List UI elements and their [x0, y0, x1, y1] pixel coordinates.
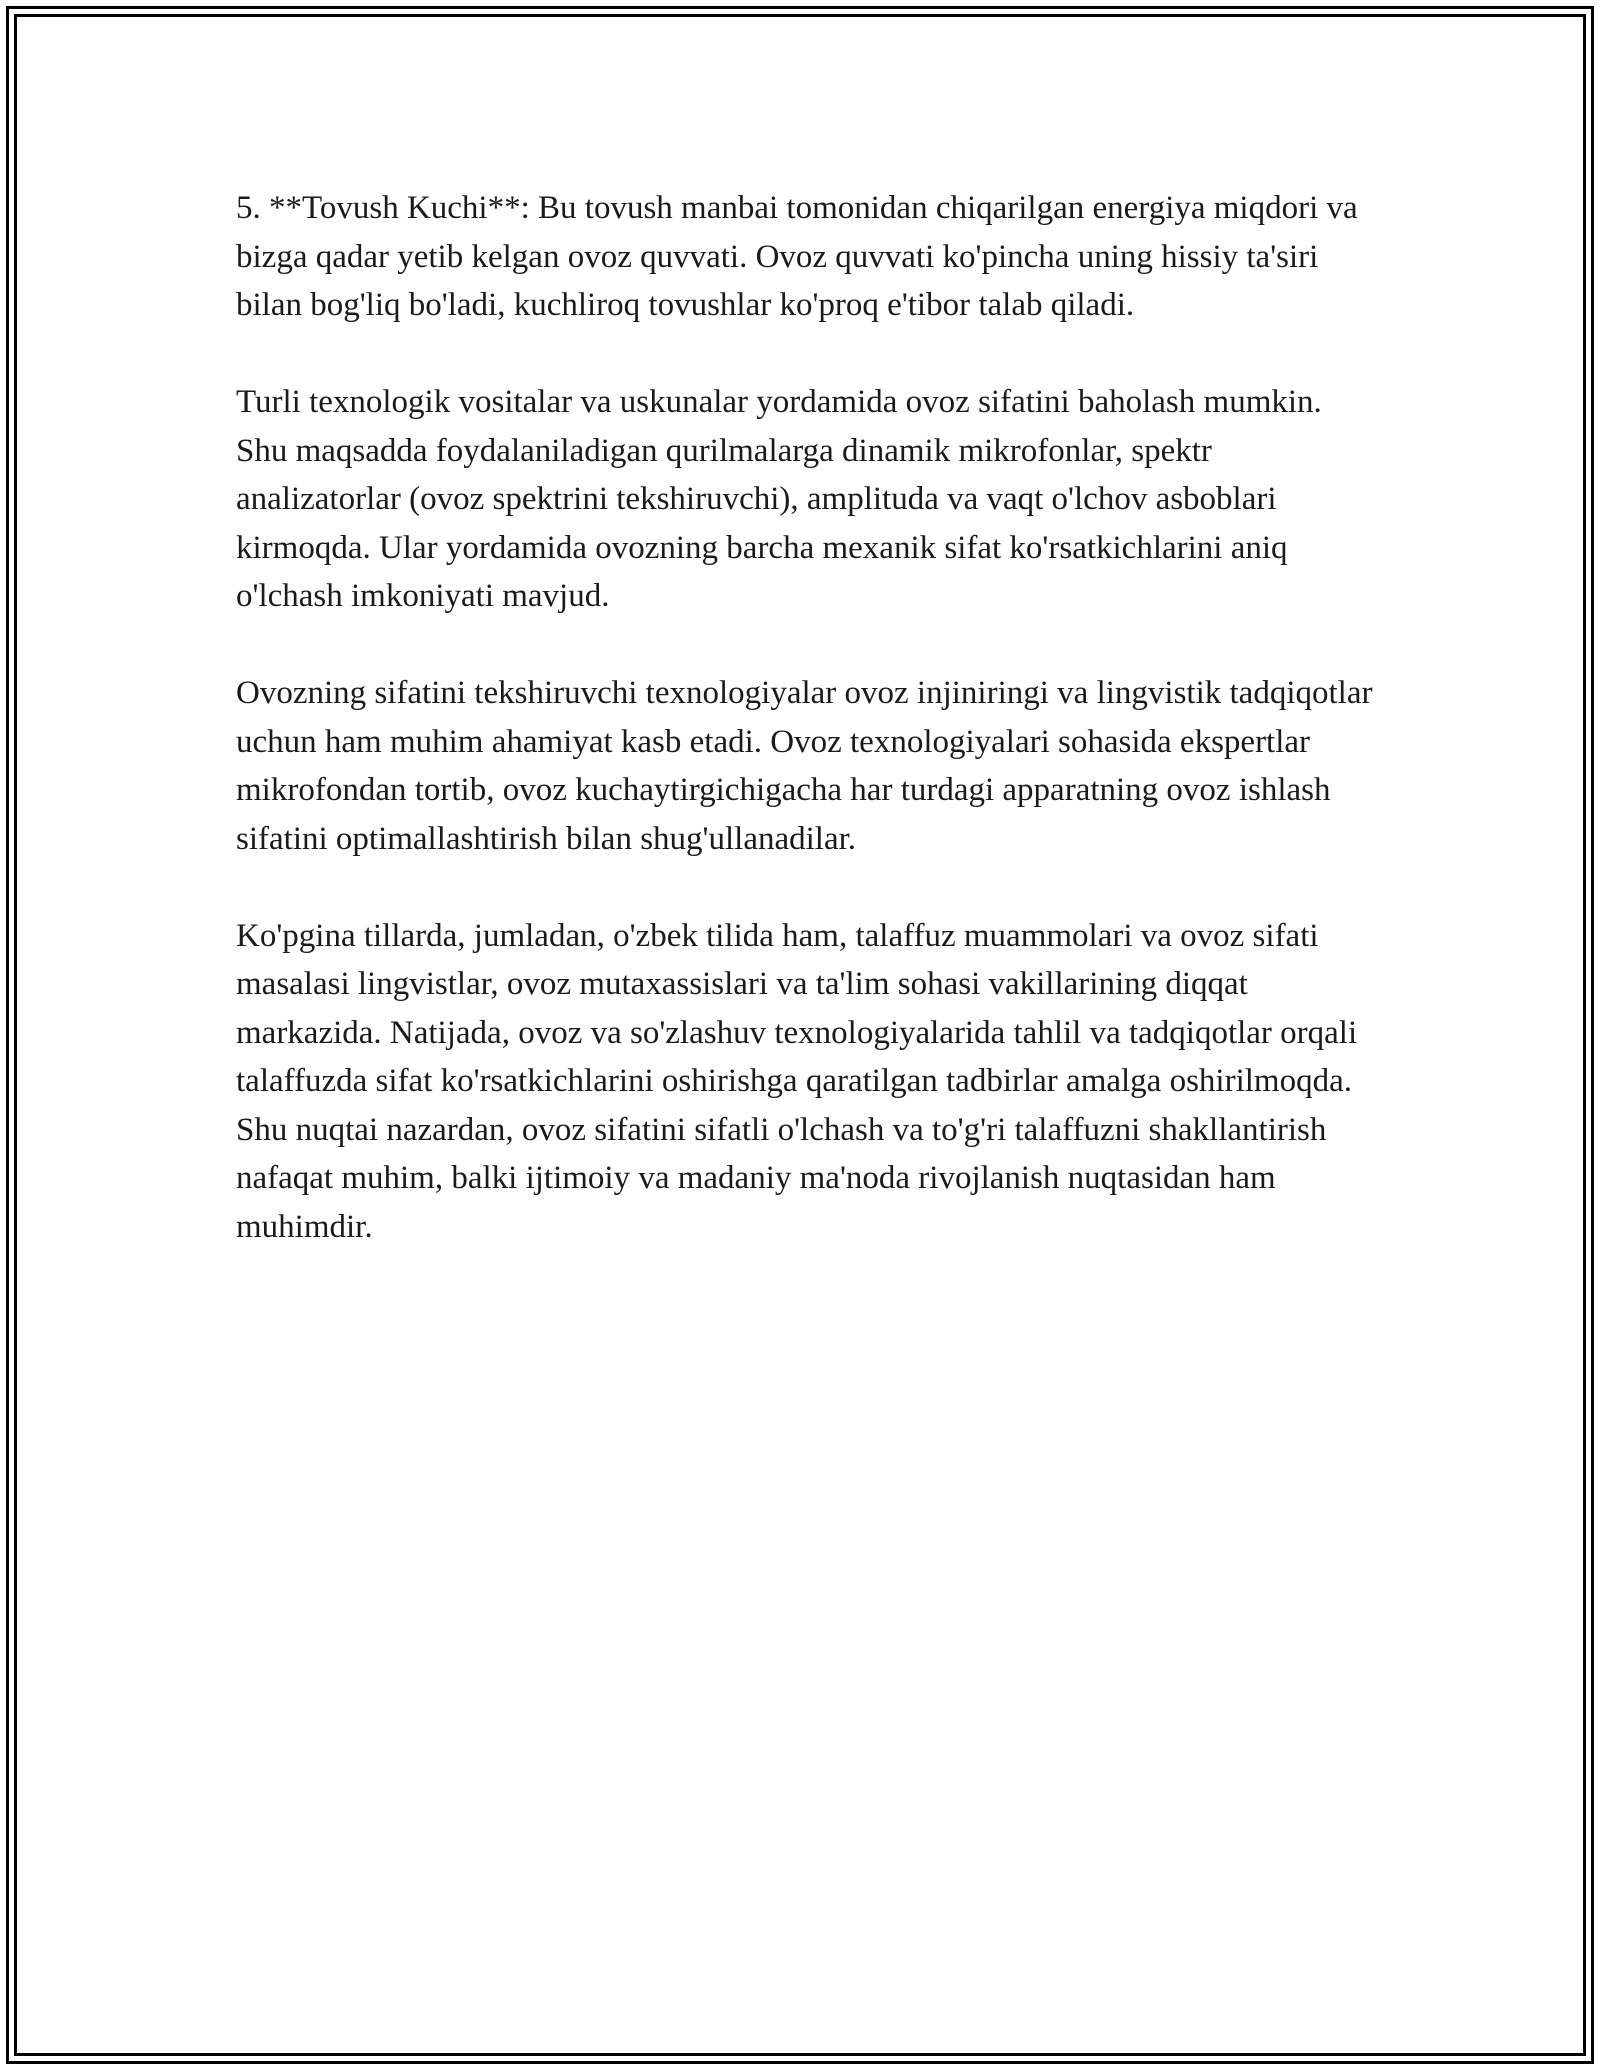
document-body	[236, 184, 1376, 1300]
paragraph-talaffuz-muammolari: Ko'pgina tillarda, jumladan, o'zbek tilida ham, talaffuz muammolari va ovoz sifati masalasi lingvistlar, ovoz mutaxassislari va ta'lim sohasi vakillarining diqqat markazida. Natijada, ovoz va so'zlashuv texnologiyalarida tahlil va tadqiqotlar orqali talaffuzda sifat ko'rsatkichlarini oshirishga qaratilgan tadbirlar amalga oshirilmoqda. Shu nuqtai nazardan, ovoz sifatini sifatli o'lchash va to'g'ri talaffuzni shakllantirish nafaqat muhim, balki ijtimoiy va madaniy ma'noda rivojlanish nuqtasidan ham muhimdir.	[236, 917, 1358, 1245]
paragraph-ovoz-texnologiyalari: Ovozning sifatini tekshiruvchi texnologiyalar ovoz injiniringi va lingvistik tadqiqotlar uchun ham muhim ahamiyat kasb etadi. Ovoz texnologiyalari sohasida ekspertlar mikrofondan tortib, ovoz kuchaytirgichigacha har turdagi apparatning ovoz ishlash sifatini optimallashtirish bilan shug'ullanadilar.	[236, 675, 1373, 857]
paragraph-texnologik-vositalar: Turli texnologik vositalar va uskunalar yordamida ovoz sifatini baholash mumkin. Shu maqsadda foydalaniladigan qurilmalarga dinamik mikrofonlar, spektr analizatorlar (ovoz spektrini tekshiruvchi), amplituda va vaqt o'lchov asboblari kirmoqda. Ular yordamida ovozning barcha mexanik sifat ko'rsatkichlarini aniq o'lchash imkoniyati mavjud.	[236, 384, 1322, 614]
paragraph-tovush-kuchi: 5. **Tovush Kuchi**: Bu tovush manbai tomonidan chiqarilgan energiya miqdori va bizga qadar yetib kelgan ovoz quvvati. Ovoz quvvati ko'pincha uning hissiy ta'siri bilan bog'liq bo'ladi, kuchliroq tovushlar ko'proq e'tibor talab qiladi.	[236, 190, 1358, 323]
